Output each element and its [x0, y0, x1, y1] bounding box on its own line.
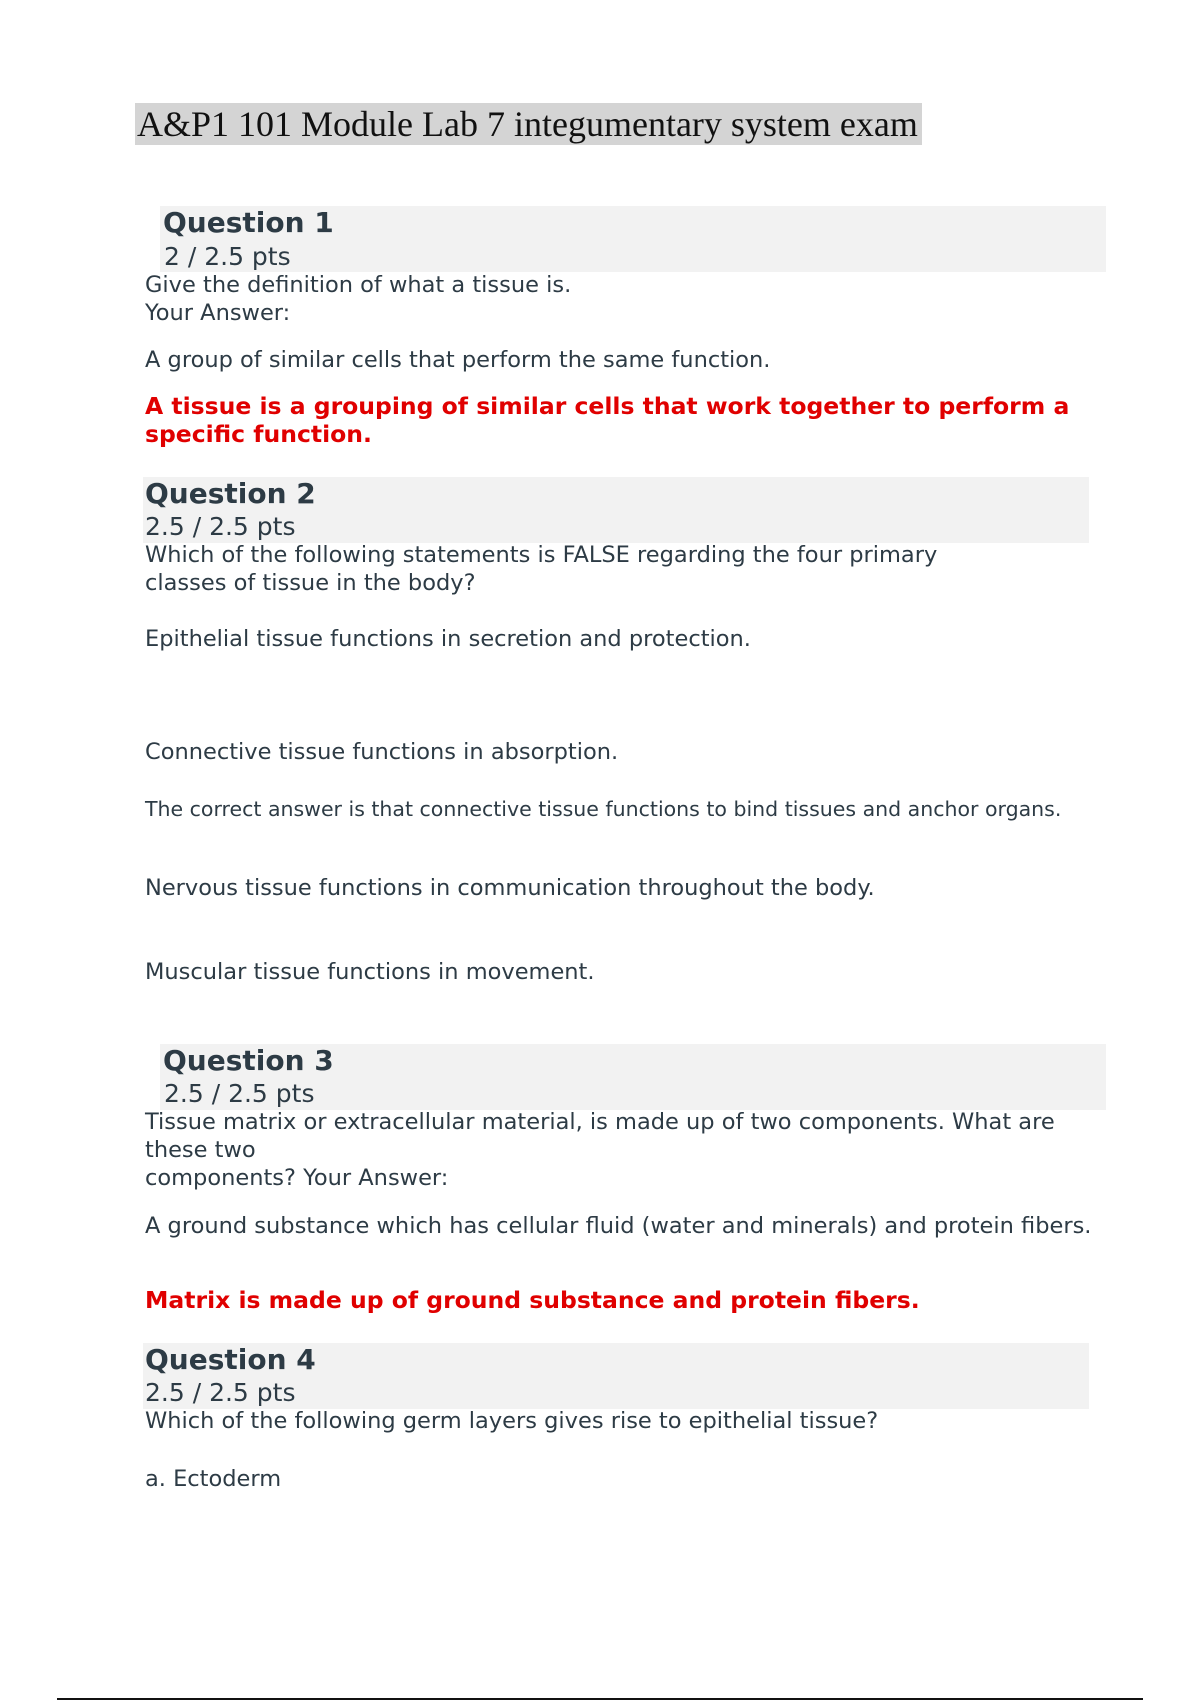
question-prompt: Tissue matrix or extracellular material, is made up of two components. What are these two: [145, 1109, 1055, 1163]
your-answer-label: Your Answer:: [145, 300, 291, 326]
question-prompt: Which of the following germ layers gives rise to epithelial tissue?: [145, 1408, 879, 1434]
question-title: Question 3: [163, 1044, 334, 1077]
answer-option: Epithelial tissue functions in secretion and protection.: [145, 626, 751, 652]
question-prompt-continued: components? Your Answer:: [145, 1165, 449, 1191]
answer-note: The correct answer is that connective tissue functions to bind tissues and anchor organs.: [145, 797, 1062, 821]
feedback-text: Matrix is made up of ground substance and protein fibers.: [145, 1286, 920, 1314]
question-title: Question 4: [145, 1343, 316, 1376]
answer-option: Connective tissue functions in absorption.: [145, 739, 619, 765]
question-prompt: Give the definition of what a tissue is.: [145, 272, 572, 298]
question-title: Question 1: [163, 206, 334, 239]
student-answer: A group of similar cells that perform the same function.: [145, 347, 771, 373]
question-title: Question 2: [145, 477, 316, 510]
question-points: 2.5 / 2.5 pts: [145, 1378, 296, 1407]
feedback-text: A tissue is a grouping of similar cells that work together to perform a specific function.: [145, 392, 1070, 448]
question-points: 2.5 / 2.5 pts: [164, 1079, 315, 1108]
answer-option: Nervous tissue functions in communication throughout the body.: [145, 875, 875, 901]
question-prompt: Which of the following statements is FALSE regarding the four primary classes of tissue in the body?: [145, 542, 938, 596]
document-title: A&P1 101 Module Lab 7 integumentary system exam: [135, 103, 922, 145]
student-answer: A ground substance which has cellular fluid (water and minerals) and protein fibers.: [145, 1213, 1092, 1239]
question-points: 2 / 2.5 pts: [164, 242, 291, 271]
answer-option: a. Ectoderm: [145, 1466, 282, 1492]
question-points: 2.5 / 2.5 pts: [145, 512, 296, 541]
answer-option: Muscular tissue functions in movement.: [145, 959, 595, 985]
